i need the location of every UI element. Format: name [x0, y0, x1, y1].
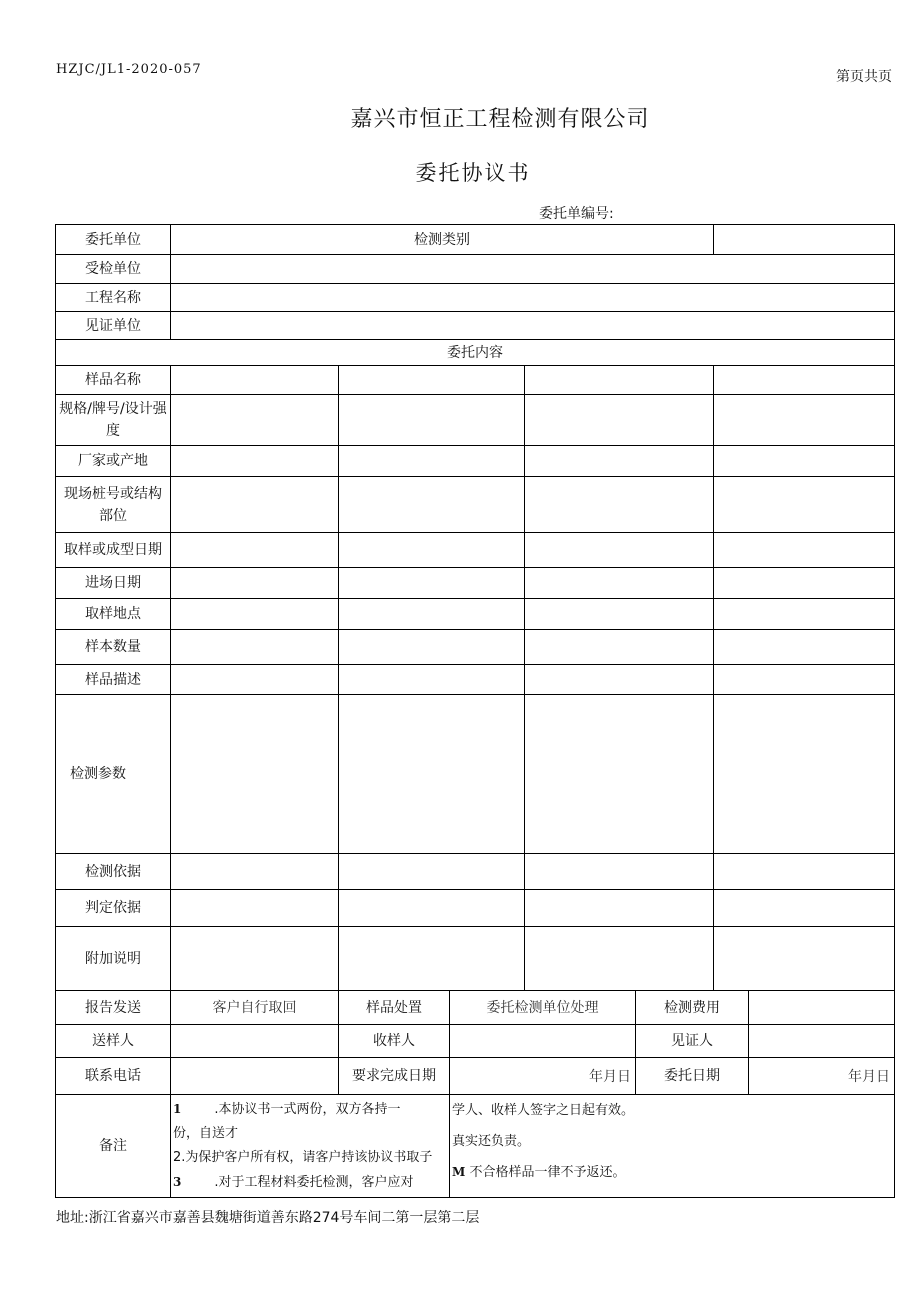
witness-label: 见证人 [635, 1024, 749, 1058]
report-delivery-label: 报告发送 [55, 990, 171, 1025]
sample-name-field-3[interactable] [524, 365, 714, 395]
test-params-field-1[interactable] [170, 694, 339, 854]
sampling-date-field-1[interactable] [170, 532, 339, 568]
test-basis-field-1[interactable] [170, 853, 339, 890]
test-basis-label: 检测依据 [55, 853, 171, 890]
sampling-date-field-3[interactable] [524, 532, 714, 568]
manufacturer-label: 厂家或产地 [55, 445, 171, 477]
sampling-place-field-3[interactable] [524, 598, 714, 630]
commission-date-label: 委托日期 [635, 1057, 749, 1095]
test-fee-label: 检测费用 [635, 990, 749, 1025]
test-category-label: 检测类别 [170, 224, 714, 255]
sample-desc-label: 样品描述 [55, 664, 171, 695]
entry-date-field-3[interactable] [524, 567, 714, 599]
sample-desc-field-3[interactable] [524, 664, 714, 695]
spec-field-3[interactable] [524, 394, 714, 446]
entry-date-label: 进场日期 [55, 567, 171, 599]
test-basis-field-3[interactable] [524, 853, 714, 890]
test-params-field-2[interactable] [338, 694, 525, 854]
test-params-field-4[interactable] [713, 694, 895, 854]
sample-desc-field-2[interactable] [338, 664, 525, 695]
sampling-date-label: 取样或成型日期 [55, 532, 171, 568]
note-line-4: 3 .对于工程材料委托检测，客户应对 [173, 1175, 414, 1190]
document-title: 委托协议书 [415, 161, 531, 185]
entry-date-field-1[interactable] [170, 567, 339, 599]
test-basis-field-2[interactable] [338, 853, 525, 890]
test-params-label: 检测参数 [55, 694, 171, 854]
note-right-2: 真实还负责。 [452, 1134, 531, 1149]
remarks-notes-right [449, 1094, 895, 1198]
extra-note-field-1[interactable] [170, 926, 339, 991]
phone-field[interactable] [170, 1057, 339, 1095]
manufacturer-field-4[interactable] [713, 445, 895, 477]
sender-label: 送样人 [55, 1024, 171, 1058]
report-delivery-value[interactable]: 客户自行取回 [170, 990, 339, 1025]
phone-label: 联系电话 [55, 1057, 171, 1095]
sample-qty-field-3[interactable] [524, 629, 714, 665]
sampling-place-field-4[interactable] [713, 598, 895, 630]
sample-disposal-label: 样品处置 [338, 990, 450, 1025]
note-line-1: 1 .本协议书一式两份，双方各持一 [173, 1102, 401, 1117]
remarks-notes-left [170, 1094, 450, 1198]
sample-qty-field-4[interactable] [713, 629, 895, 665]
note-right-3: M 不合格样品一律不予返还。 [452, 1165, 626, 1180]
pile-location-field-2[interactable] [338, 476, 525, 533]
sampling-place-label: 取样地点 [55, 598, 171, 630]
extra-note-field-2[interactable] [338, 926, 525, 991]
content-heading: 委托内容 [55, 339, 895, 366]
sample-name-field-4[interactable] [713, 365, 895, 395]
client-unit-label: 委托单位 [55, 224, 171, 255]
sample-desc-field-1[interactable] [170, 664, 339, 695]
required-date-label: 要求完成日期 [338, 1057, 450, 1095]
footer-address: 地址:浙江省嘉兴市嘉善县魏塘街道善东路274号车间二第一层第二层 [56, 1210, 480, 1226]
extra-note-field-4[interactable] [713, 926, 895, 991]
test-basis-field-4[interactable] [713, 853, 895, 890]
spec-field-1[interactable] [170, 394, 339, 446]
test-category-field[interactable] [713, 224, 895, 255]
sampling-date-field-2[interactable] [338, 532, 525, 568]
note-line-3: 2.为保护客户所有权，请客户持该协议书取子 [173, 1150, 433, 1165]
receiver-label: 收样人 [338, 1024, 450, 1058]
sample-name-field-2[interactable] [338, 365, 525, 395]
sample-qty-field-2[interactable] [338, 629, 525, 665]
receiver-field[interactable] [449, 1024, 636, 1058]
order-number-label: 委托单编号: [539, 206, 614, 222]
manufacturer-field-3[interactable] [524, 445, 714, 477]
sampling-place-field-1[interactable] [170, 598, 339, 630]
witness-unit-field[interactable] [170, 311, 895, 340]
inspected-unit-field[interactable] [170, 254, 895, 284]
remarks-label: 备注 [55, 1094, 171, 1198]
judge-basis-field-4[interactable] [713, 889, 895, 927]
document-code: HZJC/JL1-2020-057 [56, 62, 202, 77]
page-number: 第页共页 [836, 69, 892, 85]
spec-label: 规格/牌号/设计强度 [55, 394, 171, 446]
extra-note-field-3[interactable] [524, 926, 714, 991]
judge-basis-field-2[interactable] [338, 889, 525, 927]
judge-basis-field-3[interactable] [524, 889, 714, 927]
note-line-2: 份，自送才 [173, 1126, 239, 1141]
project-name-field[interactable] [170, 283, 895, 312]
sample-name-label: 样品名称 [55, 365, 171, 395]
sample-name-field-1[interactable] [170, 365, 339, 395]
sample-qty-field-1[interactable] [170, 629, 339, 665]
project-name-label: 工程名称 [55, 283, 171, 312]
company-name: 嘉兴市恒正工程检测有限公司 [350, 107, 650, 132]
manufacturer-field-2[interactable] [338, 445, 525, 477]
sample-qty-label: 样本数量 [55, 629, 171, 665]
note-right-1: 学人、收样人签字之日起有效。 [452, 1103, 635, 1118]
entry-date-field-4[interactable] [713, 567, 895, 599]
inspected-unit-label: 受检单位 [55, 254, 171, 284]
test-fee-field[interactable] [748, 990, 895, 1025]
pile-location-field-1[interactable] [170, 476, 339, 533]
manufacturer-field-1[interactable] [170, 445, 339, 477]
sample-disposal-value[interactable]: 委托检测单位处理 [449, 990, 636, 1025]
pile-location-field-4[interactable] [713, 476, 895, 533]
witness-unit-label: 见证单位 [55, 311, 171, 340]
sampling-place-field-2[interactable] [338, 598, 525, 630]
spec-field-2[interactable] [338, 394, 525, 446]
pile-location-field-3[interactable] [524, 476, 714, 533]
judge-basis-label: 判定依据 [55, 889, 171, 927]
required-date-field[interactable]: 年月日 [449, 1057, 636, 1095]
sampling-date-field-4[interactable] [713, 532, 895, 568]
entry-date-field-2[interactable] [338, 567, 525, 599]
judge-basis-field-1[interactable] [170, 889, 339, 927]
commission-date-field[interactable]: 年月日 [748, 1057, 895, 1095]
test-params-field-3[interactable] [524, 694, 714, 854]
spec-field-4[interactable] [713, 394, 895, 446]
witness-field[interactable] [748, 1024, 895, 1058]
sample-desc-field-4[interactable] [713, 664, 895, 695]
sender-field[interactable] [170, 1024, 339, 1058]
pile-location-label: 现场桩号或结构部位 [55, 476, 171, 533]
extra-note-label: 附加说明 [55, 926, 171, 991]
